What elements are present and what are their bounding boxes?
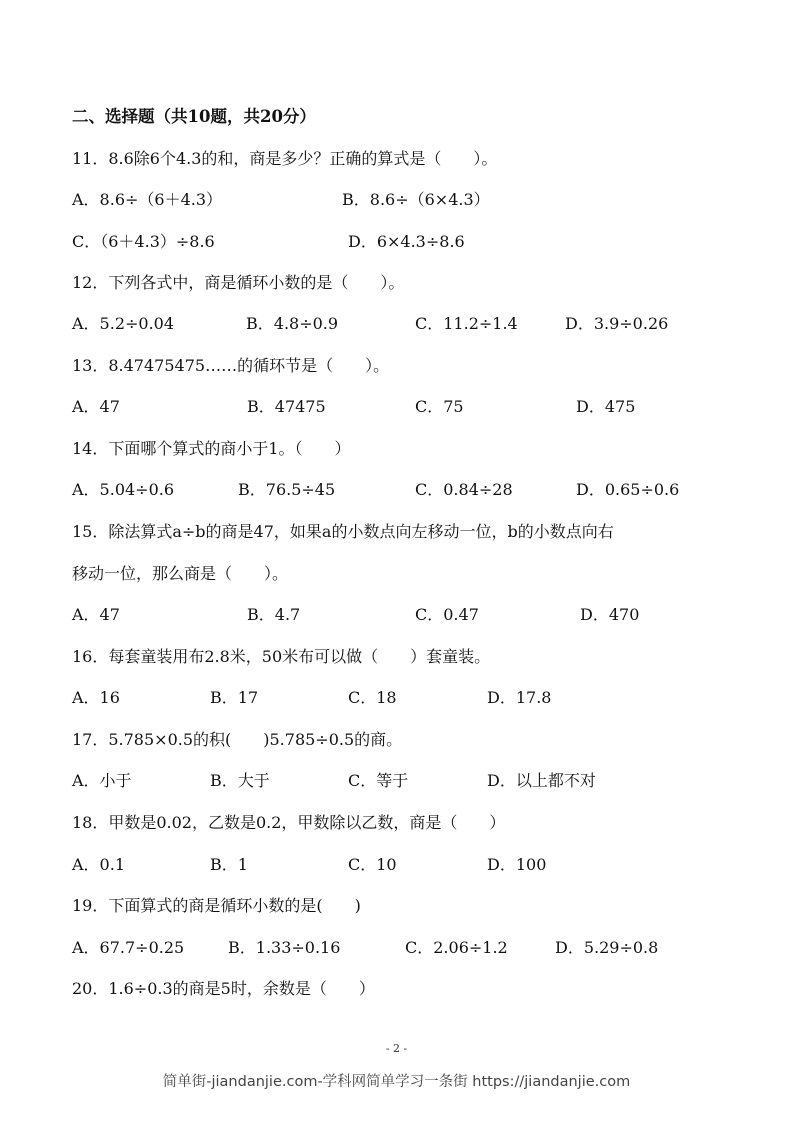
- q16-option-a: A．16: [72, 688, 120, 707]
- q16-option-b: B．17: [210, 688, 259, 707]
- question-18: 18．甲数是0.02，乙数是0.2，甲数除以乙数，商是（ ）: [72, 813, 506, 832]
- q19-option-d: D．5.29÷0.8: [555, 938, 659, 957]
- q15-option-d: D．470: [580, 605, 640, 624]
- question-16: 16．每套童装用布2.8米，50米布可以做（ ）套童装。: [72, 647, 491, 666]
- q16-option-c: C．18: [348, 688, 397, 707]
- q11-option-b: B．8.6÷（6×4.3）: [342, 190, 490, 209]
- question-14: 14．下面哪个算式的商小于1。（ ）: [72, 439, 351, 458]
- q17-option-a: A．小于: [72, 771, 132, 790]
- question-13: 13．8.47475475……的循环节是（ ）。: [72, 356, 390, 375]
- footer-watermark: 简单街-jiandanjie.com-学科网简单学习一条街 https://jiandanjie.com: [162, 1074, 631, 1090]
- q14-option-c: C．0.84÷28: [415, 480, 513, 499]
- q17-option-d: D．以上都不对: [487, 771, 596, 790]
- q12-option-a: A．5.2÷0.04: [72, 314, 175, 333]
- q15-option-a: A．47: [72, 605, 120, 624]
- q11-option-a: A．8.6÷（6＋4.3）: [72, 190, 223, 209]
- q11-option-d: D．6×4.3÷8.6: [348, 232, 465, 251]
- q15-option-b: B．4.7: [247, 605, 301, 624]
- question-15-line-2: 移动一位，那么商是（ ）。: [72, 564, 289, 583]
- question-11: 11．8.6除6个4.3的和，商是多少？正确的算式是（ ）。: [72, 149, 498, 168]
- question-20: 20．1.6÷0.3的商是5时，余数是（ ）: [72, 979, 375, 998]
- question-12: 12．下列各式中，商是循环小数的是（ ）。: [72, 273, 405, 292]
- section-title: 二、选择题（共10题，共20分）: [72, 107, 316, 126]
- q18-option-a: A．0.1: [72, 855, 126, 874]
- q14-option-d: D．0.65÷0.6: [576, 480, 680, 499]
- q12-option-b: B．4.8÷0.9: [246, 314, 339, 333]
- q19-option-a: A．67.7÷0.25: [72, 938, 185, 957]
- q18-option-d: D．100: [487, 855, 547, 874]
- q18-option-b: B．1: [210, 855, 248, 874]
- q13-option-d: D．475: [576, 397, 636, 416]
- q19-option-b: B．1.33÷0.16: [228, 938, 341, 957]
- page-number: - 2 -: [385, 1042, 408, 1055]
- question-17: 17．5.785×0.5的积( )5.785÷0.5的商。: [72, 730, 403, 749]
- question-15-line-1: 15．除法算式a÷b的商是47，如果a的小数点向左移动一位，b的小数点向右: [72, 522, 614, 541]
- question-19: 19．下面算式的商是循环小数的是( ): [72, 896, 361, 915]
- q15-option-c: C．0.47: [415, 605, 479, 624]
- q13-option-b: B．47475: [247, 397, 326, 416]
- q17-option-c: C．等于: [348, 771, 409, 790]
- q13-option-a: A．47: [72, 397, 120, 416]
- q16-option-d: D．17.8: [487, 688, 552, 707]
- q11-option-c: C．（6＋4.3）÷8.6: [72, 232, 215, 251]
- q14-option-b: B．76.5÷45: [238, 480, 336, 499]
- q19-option-c: C．2.06÷1.2: [405, 938, 508, 957]
- q13-option-c: C．75: [415, 397, 464, 416]
- q12-option-d: D．3.9÷0.26: [565, 314, 669, 333]
- q17-option-b: B．大于: [210, 771, 270, 790]
- q12-option-c: C．11.2÷1.4: [415, 314, 518, 333]
- q14-option-a: A．5.04÷0.6: [72, 480, 175, 499]
- q18-option-c: C．10: [348, 855, 397, 874]
